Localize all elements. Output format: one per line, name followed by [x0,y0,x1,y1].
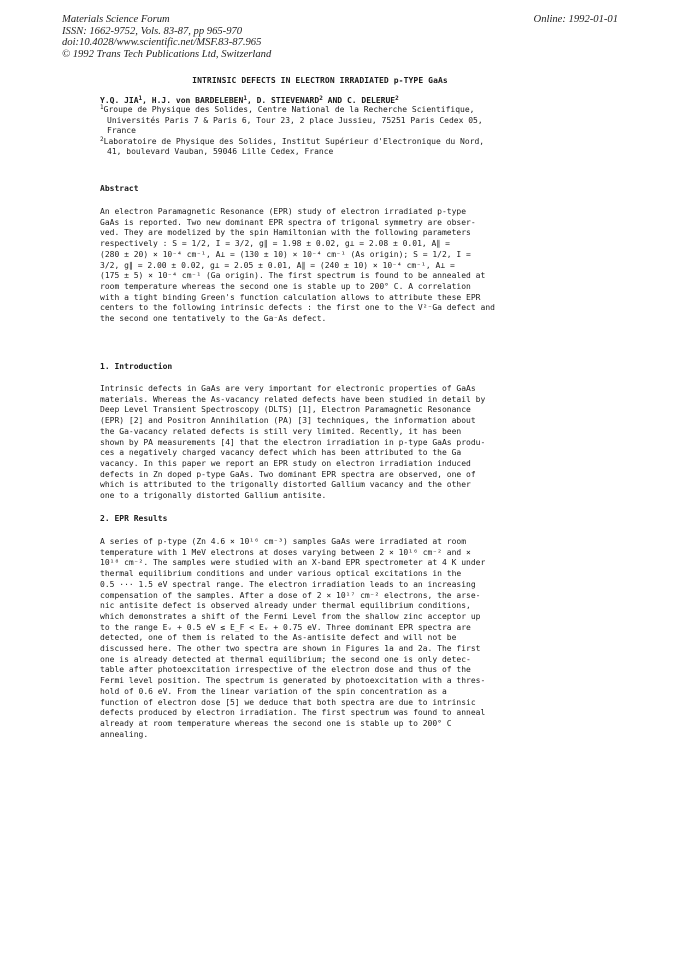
author-name: C. DELERUE [346,96,396,105]
author-affiliation-mark: 1 [138,95,143,102]
text-line: An electron Paramagnetic Resonance (EPR) study of electron irradiated p-type [100,207,467,216]
author-name: H.J. von BARDELEBEN [151,96,244,105]
text-line: compensation of the samples. After a dose of 2 × 10¹⁷ cm⁻² electrons, the arse- [100,590,481,600]
text-line: (EPR) [2] and Positron Annihilation (PA) [3] techniques, the information about [100,416,476,426]
text-line: defects produced by electron irradiation. The first spectrum was found to anneal [100,708,486,718]
author-name: D. STIEVENARD [256,96,320,105]
text-line: ved. They are modelized by the spin Hamiltonian with the following parameters [100,228,471,238]
copyright-line: © 1992 Trans Tech Publications Ltd, Switzerland [62,48,272,60]
text-line: the Ga-vacancy related defects is still very limited. Recently, it has been [100,426,462,436]
text-line: respectively : S = 1/2, I = 3/2, g∥ = 1.98 ± 0.02, g⊥ = 2.08 ± 0.01, A∥ = [100,239,450,249]
text-line: thermal equilibrium conditions and under various optical excitations in the [100,569,462,579]
text-line: Fermi level position. The spectrum is generated by photoexcitation with a thres- [100,676,486,686]
text-line: defects in Zn doped p-type GaAs. Two dominant EPR spectra are observed, one of [100,469,476,479]
issn-line: ISSN: 1662-9752, Vols. 83-87, pp 965-970 [62,25,243,37]
doi-link[interactable]: doi:10.4028/www.scientific.net/MSF.83-87.965 [62,37,262,49]
text-line: (175 ± 5) × 10⁻⁴ cm⁻¹ (Ga origin). The first spectrum is found to be annealed at [100,271,486,281]
affiliation-number: 1 [100,104,104,111]
abstract-heading: Abstract [100,184,139,193]
text-line: 10¹⁸ cm⁻². The samples were studied with an X-band EPR spectrometer at 4 K under [100,558,486,568]
affiliation-line: $^1$Groupe de Physique des Solides, Centre National de la Recherche Scientifique, [100,104,475,114]
text-line: 0.5 ··· 1.5 eV spectral range. The electron irradiation leads to an increasing [100,579,476,589]
introduction-body [100,384,540,502]
author-name: Y.Q. JIA [100,96,139,105]
affiliations [100,105,550,158]
paper-title: INTRINSIC DEFECTS IN ELECTRON IRRADIATED p-TYPE GaAs [192,76,448,85]
epr-results-body [100,537,540,740]
text-line: table after photoexcitation irrespective of the electron dose and thus of the [100,665,471,675]
affiliation-line: Universités Paris 7 & Paris 6, Tour 23, 2 place Jussieu, 75251 Paris Cedex 05, [107,115,483,125]
text-line: GaAs is reported. Two new dominant EPR spectra of trigonal symmetry are obser- [100,217,476,227]
text-line: A series of p-type (Zn 4.6 × 10¹⁶ cm⁻³) samples GaAs were irradiated at room [100,537,467,546]
author-affiliation-mark: 1 [243,95,247,102]
text-line: centers to the following intrinsic defects : the first one to the V²⁻Ga defect and [100,303,495,313]
affiliation-line: $^2$Laboratoire de Physique des Solides, Institut Supérieur d'Electronique du Nord, [100,135,485,146]
affiliation-line: 41, boulevard Vauban, 59046 Lille Cedex, France [107,147,334,157]
text-line: hold of 0.6 eV. From the linear variation of the spin concentration as a [100,686,447,696]
text-line: Deep Level Transient Spectroscopy (DLTS) [1], Electron Paramagnetic Resonance [100,405,471,415]
text-line: Intrinsic defects in GaAs are very important for electronic properties of GaAs [100,384,476,393]
affiliation-number: 2 [100,135,104,143]
epr-results-heading: 2. EPR Results [100,514,168,523]
text-line: vacancy. In this paper we report an EPR study on electron irradiation induced [100,458,471,468]
text-line: 3/2, g∥ = 2.00 ± 0.02, g⊥ = 2.05 ± 0.01, A∥ = (240 ± 10) × 10⁻⁴ cm⁻¹, A⊥ = [100,260,455,270]
text-line: (280 ± 20) × 10⁻⁴ cm⁻¹, A⊥ = (130 ± 10) × 10⁻⁴ cm⁻¹ (As origin); S = 1/2, I = [100,249,471,259]
text-line: nic antisite defect is observed already under thermal equilibrium conditions, [100,601,471,611]
author-affiliation-mark: 2 [395,95,399,102]
text-line: shown by PA measurements [4] that the electron irradiation in p-type GaAs produ- [100,437,486,447]
text-line: one to a trigonally distorted Gallium antisite. [100,491,327,501]
text-line: already at room temperature whereas the second one is stable up to 200° C [100,718,452,728]
text-line: discussed here. The other two spectra are shown in Figures 1a and 2a. The first [100,644,481,654]
text-line: to the range Eᵥ + 0.5 eV ≤ E_F < Eᵥ + 0.75 eV. Three dominant EPR spectra are [100,622,471,632]
text-line: which is attributed to the trigonally distorted Gallium vacancy and the other [100,480,471,490]
journal-name: Materials Science Forum [62,14,170,25]
text-line: with a tight binding Green's function calculation allows to attribute these EPR [100,292,481,302]
author-affiliation-mark: 2 [319,95,323,102]
text-line: which demonstrates a shift of the Fermi Level from the shallow zinc acceptor up [100,611,481,621]
text-line: ces a negatively charged vacancy defect which has been attributed to the Ga [100,448,462,458]
text-line: the second one tentatively to the Ga⁻As defect. [100,314,327,324]
affiliation-line: France [107,126,136,136]
text-line: one is already detected at thermal equilibrium; the second one is only detec- [100,654,471,664]
online-date: Online: 1992-01-01 [533,14,618,25]
text-line: temperature with 1 MeV electrons at doses varying between 2 × 10¹⁶ cm⁻² and × [100,547,471,557]
abstract-body [100,207,540,325]
author-list: Y.Q. JIA$^1$, H.J. von BARDELEBEN$^1$, D. STIEVENARD$^2$ AND C. DELERUE$^2$ [100,95,399,105]
journal-header [62,14,618,60]
text-line: materials. Whereas the As-vacancy related defects have been studied in detail by [100,394,486,404]
introduction-heading: 1. Introduction [100,362,173,371]
text-line: annealing. [100,729,149,739]
text-line: room temperature whereas the second one is stable up to 200° C. A correlation [100,281,471,291]
author-conjunction: AND [327,96,343,105]
text-line: function of electron dose [5] we deduce that both spectra are due to intrinsic [100,697,476,707]
text-line: detected, one of them is related to the As-antisite defect and will not be [100,633,457,643]
